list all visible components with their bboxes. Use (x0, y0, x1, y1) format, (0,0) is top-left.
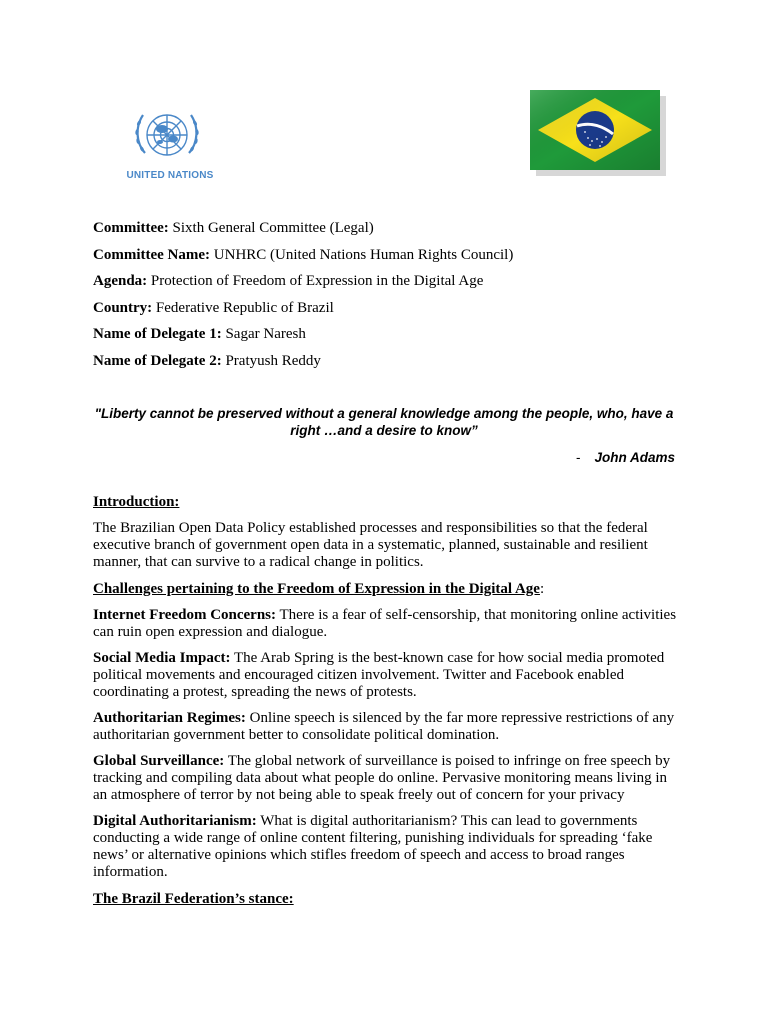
quote-author: John Adams (594, 450, 675, 465)
challenges-heading: Challenges pertaining to the Freedom of Expression in the Digital Age (93, 581, 540, 597)
delegate-2-line (93, 352, 693, 379)
agenda-value: Protection of Freedom of Expression in the Digital Age (147, 273, 484, 289)
agenda-line (93, 272, 693, 299)
challenge-label: Internet Freedom Concerns: (93, 607, 277, 623)
introduction-heading: Introduction: (93, 494, 180, 510)
country-value: Federative Republic of Brazil (152, 299, 334, 316)
challenge-item (93, 650, 683, 701)
challenge-text: The global network of surveillance is poised to infringe on free speech by tracking and compiling data about what people do online. Pervasive monitoring means living in an atmosphere of terror by not being able to speak freely out of concern for your privacy (93, 753, 671, 803)
committee-label: Committee: (93, 220, 169, 236)
quote-line-1: "Liberty cannot be preserved without a general knowledge among the people, who, have a (94, 406, 674, 421)
committee-name-line (93, 246, 693, 273)
challenge-item (93, 813, 683, 881)
challenge-label: Digital Authoritarianism: (93, 813, 257, 829)
quote-line-2: right …and a desire to know” (290, 423, 478, 438)
brazil-flag-icon (530, 90, 668, 178)
epigraph-quote (93, 405, 675, 439)
un-logo-text: UNITED NATIONS (126, 170, 214, 181)
un-logo (120, 103, 220, 183)
quote-attribution (560, 450, 675, 465)
challenge-label: Authoritarian Regimes: (93, 710, 246, 726)
attribution-dash: - (575, 450, 581, 465)
challenge-text: The Arab Spring is the best-known case for how social media promoted political movements and encouraged citizen involvement. Twitter and Facebook enabled coordinating a protest, spreading the news of protests. (93, 650, 665, 700)
delegate-meta (93, 219, 693, 378)
challenge-item (93, 710, 683, 744)
committee-name-value: UNHRC (United Nations Human Rights Council) (210, 246, 514, 263)
agenda-label: Agenda: (93, 273, 148, 289)
position-paper-body (93, 494, 683, 908)
un-emblem-icon (128, 105, 206, 169)
challenge-text: Online speech is silenced by the far more repressive restrictions of any authoritarian government better to consolidate political domination. (93, 710, 675, 743)
challenge-item (93, 753, 683, 804)
delegate-2-value: Pratyush Reddy (221, 352, 321, 369)
committee-value: Sixth General Committee (Legal) (168, 220, 374, 236)
delegate-1-value: Sagar Naresh (221, 326, 306, 342)
challenge-label: Global Surveillance: (93, 753, 225, 769)
committee-name-label: Committee Name: (93, 246, 211, 263)
stance-heading: The Brazil Federation’s stance: (93, 891, 294, 907)
brazil-flag (530, 90, 668, 178)
introduction-text: The Brazilian Open Data Policy established processes and responsibilities so that the federal executive branch of government open data in a systematic, planned, sustainable and resilient manner, that can survive to a radical change in politics. (93, 520, 648, 570)
challenge-text: There is a fear of self-censorship, that monitoring online activities can ruin open expression and dialogue. (93, 607, 677, 640)
committee-line (93, 219, 693, 246)
challenge-item (93, 607, 683, 641)
challenges-heading-suffix: : (539, 581, 545, 597)
delegate-1-label: Name of Delegate 1: (93, 326, 222, 342)
challenges-heading-line (93, 581, 683, 598)
challenge-text: What is digital authoritarianism? This can lead to governments conducting a wide range of online content filtering, punishing individuals for spreading ‘fake news’ or alternative opinions which stifles freedom of speech and access to broad ranges information. (93, 813, 653, 880)
country-label: Country: (93, 299, 153, 316)
delegate-1-line (93, 325, 693, 352)
delegate-2-label: Name of Delegate 2: (93, 352, 222, 369)
country-line (93, 299, 693, 326)
challenge-label: Social Media Impact: (93, 650, 231, 666)
